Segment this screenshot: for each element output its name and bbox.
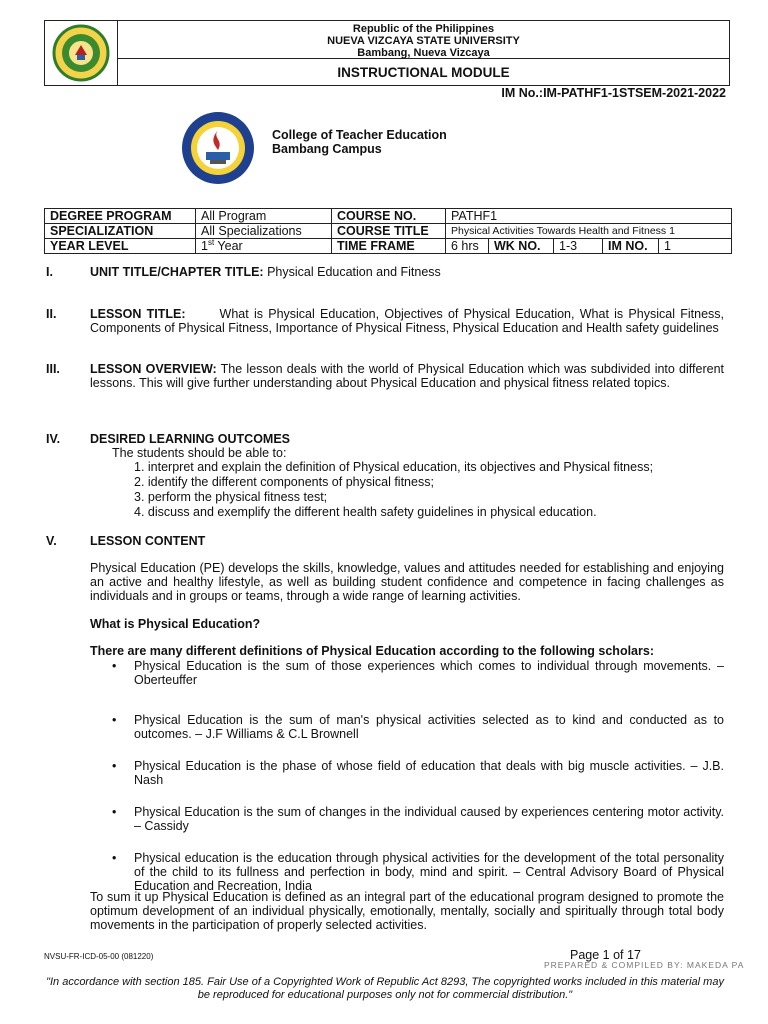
section-2-label: LESSON TITLE: [90,307,186,321]
year-level-suffix: st [207,237,215,247]
section-3-number: III. [46,362,60,376]
list-item: 3. perform the physical fitness test; [134,490,328,504]
im-no-label: IM NO. [603,239,659,254]
definition-text: Physical Education is the sum of those experiences which comes to individual through movements. – Oberteuffer [134,659,724,687]
time-frame-value: 6 hrs [446,239,489,254]
wk-no-value: 1-3 [554,239,603,254]
list-item: 1. interpret and explain the definition of Physical education, its objectives and Physical fitness; [134,460,654,474]
wk-no-label: WK NO. [489,239,554,254]
section-1 [90,265,724,279]
college-block [272,128,447,156]
year-level-label: YEAR LEVEL [45,239,196,254]
section-1-number: I. [46,265,53,279]
section-2 [90,307,724,335]
definitions-heading: There are many different definitions of Physical Education according to the following scholars: [90,644,654,658]
definitions-list [112,659,724,911]
course-title-value: Physical Activities Towards Health and Fitness 1 [446,224,732,239]
section-3-text: The lesson deals with the world of Physical Education which was subdivided into different lessons. This will give further understanding about Physical Education and physical fitness related topics. [90,362,724,390]
college-name: College of Teacher Education [272,128,447,142]
im-no-value: 1 [659,239,732,254]
list-item: 4. discuss and exemplify the different health safety guidelines in physical education. [134,505,597,519]
section-2-text: What is Physical Education, Objectives of Physical Education, What is Physical Fitness, Components of Physical Fitness, Importance of Physical Fitness, Physical Education and Health safety guidelines [90,307,724,335]
year-level-value [196,239,332,254]
list-item [112,659,724,687]
table-row [45,209,732,224]
content-intro: Physical Education (PE) develops the skills, knowledge, values and attitudes needed for establishing and enjoying an active and healthy lifestyle, as well as building student confidence and competence in facing challenges as individuals and in groups or teams, through a wide range of learning activities. [90,561,724,603]
time-frame-label: TIME FRAME [332,239,446,254]
module-title: INSTRUCTIONAL MODULE [337,65,510,80]
section-4 [90,432,724,520]
course-no-label: COURSE NO. [332,209,446,224]
outcomes-intro: The students should be able to: [112,446,287,460]
university-logo-cell [45,21,118,85]
section-4-number: IV. [46,432,61,446]
section-4-label: DESIRED LEARNING OUTCOMES [90,432,291,446]
bullet-icon: • [112,759,117,773]
copyright-disclaimer: "In accordance with section 185. Fair Use of a Copyrighted Work of Republic Act 8293, The copyrighted works included in this material may be reproduced for educational purposes only not for commercial distribution." [46,976,724,1001]
bullet-icon: • [112,805,117,819]
university-seal-icon [45,21,117,85]
college-logo [180,110,256,186]
year-level-word: Year [214,239,243,253]
bullet-icon: • [112,851,117,865]
list-item: 2. identify the different components of physical fitness; [134,475,434,489]
section-1-label: UNIT TITLE/CHAPTER TITLE: [90,265,264,279]
definition-text: Physical Education is the sum of changes in the individual caused by experiences centering motor activity. – Cassidy [134,805,724,833]
header-location: Bambang, Nueva Vizcaya [357,47,490,59]
content-question-heading: What is Physical Education? [90,617,261,631]
section-2-number: II. [46,307,57,321]
header-institution-block [118,21,729,59]
section-3-label: LESSON OVERVIEW: [90,362,217,376]
specialization-label: SPECIALIZATION [45,224,196,239]
definition-text: Physical education is the education through physical activities for the development of the total personality of the child to its fullness and perfection in body, mind and spirit. – Central Advisory Board of Physical Education and Recreation, India [134,851,724,893]
college-seal-icon [180,110,256,186]
list-item [112,851,724,893]
course-title-label: COURSE TITLE [332,224,446,239]
section-3 [90,362,724,390]
bullet-icon: • [112,713,117,727]
specialization-value: All Specializations [196,224,332,239]
prepared-by: PREPARED & COMPILED BY: MAKEDA PA [544,960,745,970]
degree-program-value: All Program [196,209,332,224]
list-item [112,759,724,787]
course-info-table [44,208,732,254]
list-item [112,805,724,833]
definition-text: Physical Education is the phase of whose field of education that deals with big muscle activities. – J.B. Nash [134,759,724,787]
form-code: NVSU-FR-ICD-05-00 (081220) [44,952,154,961]
definition-text: Physical Education is the sum of man's physical activities selected as to kind and conducted as to outcomes. – J.F Williams & C.L Brownell [134,713,724,741]
section-1-text: Physical Education and Fitness [263,265,441,279]
degree-program-label: DEGREE PROGRAM [45,209,196,224]
course-no-value: PATHF1 [446,209,732,224]
college-campus: Bambang Campus [272,142,382,156]
header-university: NUEVA VIZCAYA STATE UNIVERSITY [327,35,520,47]
page-number: Page 1 of 17 [570,948,641,962]
table-row [45,239,732,254]
section-5-number: V. [46,534,57,548]
im-number: IM No.:IM-PATHF1-1STSEM-2021-2022 [501,86,726,100]
table-row [45,224,732,239]
bullet-icon: • [112,659,117,673]
year-level-number: 1 [201,239,208,253]
list-item [112,713,724,741]
outcomes-list [90,460,724,520]
section-5-label: LESSON CONTENT [90,534,206,548]
header-republic: Republic of the Philippines [352,23,495,35]
content-summary: To sum it up Physical Education is defined as an integral part of the educational program designed to promote the optimum development of an individual physically, emotionally, mentally, socially and spiritually through total body movements in the participation of properly selected activities. [90,890,724,932]
document-header [44,20,730,86]
